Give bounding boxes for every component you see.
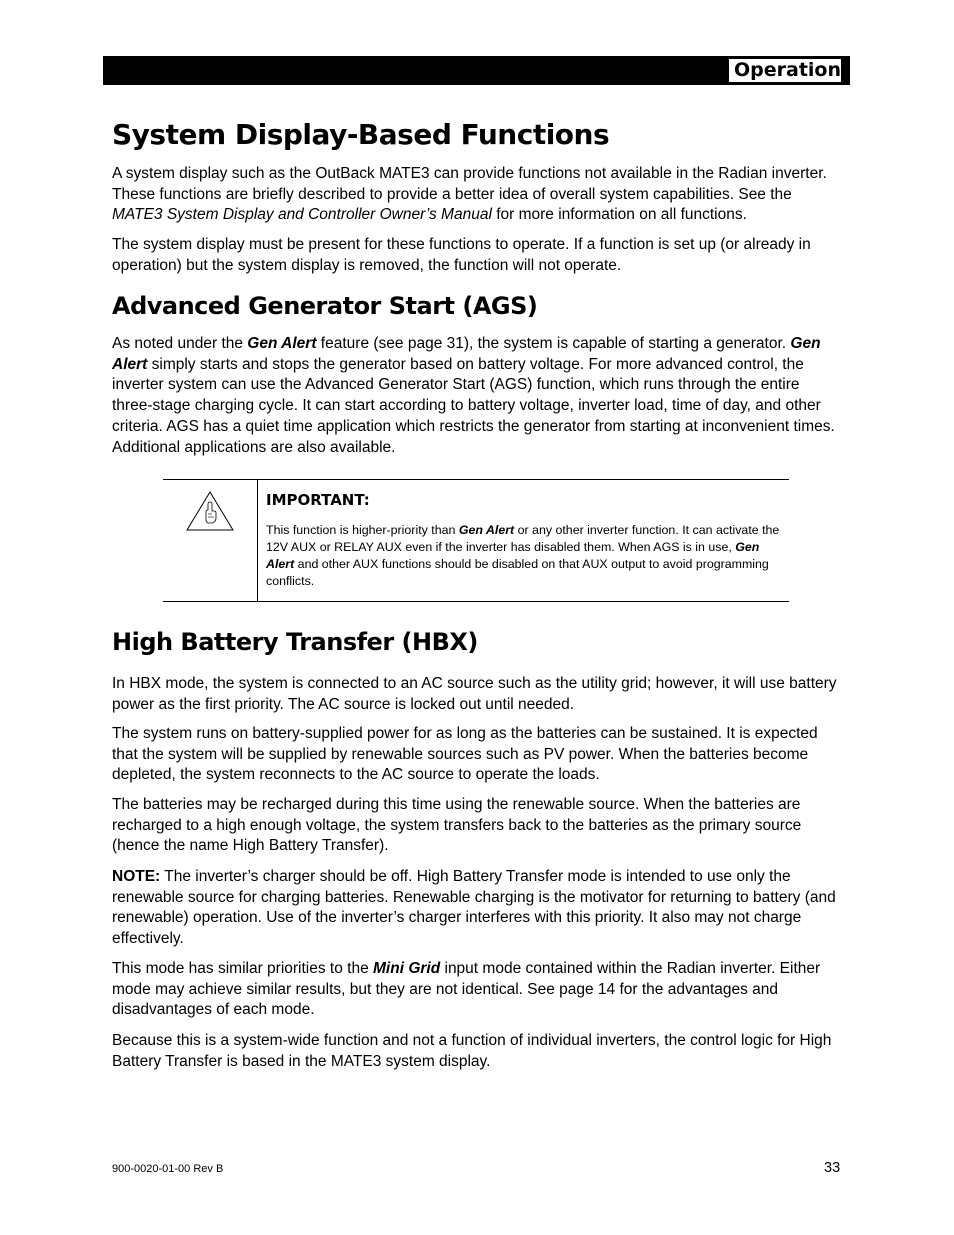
callout-divider — [257, 480, 258, 601]
page-number: 33 — [824, 1160, 841, 1176]
intro-paragraph-1: A system display such as the OutBack MATE3 can provide functions not available in the Radian inverter. These functions are briefly described to provide a better idea of overall system capabilities. See the MATE3 System Display and Controller Owner’s Manual for more information on all functions. — [112, 165, 827, 224]
hbx-paragraph-6: Because this is a system-wide function and not a function of individual inverters, the control logic for High Battery Transfer is based in the MATE3 system display. — [112, 1032, 832, 1070]
ags-heading: Advanced Generator Start (AGS) — [112, 292, 538, 320]
note-paragraph: NOTE: The inverter’s charger should be off. High Battery Transfer mode is intended to use only the renewable source for charging batteries. Renewable charging is the motivator for returning to battery (and renewable) operation. Use of the inverter’s charger interferes with this priority. It also may not charge effectively. — [112, 868, 836, 948]
page-title: System Display-Based Functions — [112, 118, 610, 151]
hand-warning-icon — [185, 490, 235, 532]
hbx-heading: High Battery Transfer (HBX) — [112, 628, 478, 656]
hbx-paragraph-3: The batteries may be recharged during this time using the renewable source. When the batteries are recharged to a high enough voltage, the system transfers back to the batteries as the primary source (hence the name High Battery Transfer). — [112, 796, 802, 855]
hbx-paragraph-1: In HBX mode, the system is connected to an AC source such as the utility grid; however, it will use battery power as the first priority. The AC source is locked out until needed. — [112, 675, 837, 713]
ags-paragraph: As noted under the Gen Alert feature (see page 31), the system is capable of starting a generator. Gen Alert simply starts and stops the generator based on battery voltage. For more advanced control, the inverter system can use the Advanced Generator Start (AGS) function, which runs through the entire three-stage charging cycle. It can start according to battery voltage, inverter load, time of day, and other criteria. AGS has a quiet time application which restricts the generator from starting at inconvenient times. Additional applications are also available. — [112, 335, 835, 456]
important-callout — [163, 479, 789, 602]
important-title: IMPORTANT: — [266, 491, 370, 509]
header-bar — [103, 56, 850, 85]
gen-alert-term: Gen Alert — [112, 335, 821, 373]
document-number: 900-0020-01-00 Rev B — [112, 1163, 224, 1175]
hbx-paragraph-5: This mode has similar priorities to the Mini Grid input mode contained within the Radian inverter. Either mode may achieve similar results, but they are not identical. See page 14 for the advantages and disadvantages of each mode. — [112, 960, 821, 1019]
gen-alert-term: Gen Alert — [458, 523, 515, 537]
gen-alert-term: Gen Alert — [266, 540, 760, 571]
note-label: NOTE: — [112, 868, 161, 885]
manual-title: MATE3 System Display and Controller Owner’s Manual — [112, 206, 492, 224]
mini-grid-term: Mini Grid — [373, 960, 441, 977]
gen-alert-term: Gen Alert — [247, 335, 317, 352]
intro-paragraph-2: The system display must be present for these functions to operate. If a function is set up (or already in operation) but the system display is removed, the function will not operate. — [112, 236, 811, 274]
important-text: This function is higher-priority than Gen Alert or any other inverter function. It can activate the 12V AUX or RELAY AUX even if the inverter has disabled them. When AGS is in use, Gen Alert and other AUX functions should be disabled on that AUX output to avoid programming conflicts. — [266, 523, 780, 588]
section-label: Operation — [729, 59, 841, 82]
hbx-paragraph-2: The system runs on battery-supplied power for as long as the batteries can be sustained. It is expected that the system will be supplied by renewable sources such as PV power. When the batteries become depleted, the system reconnects to the AC source to operate the loads. — [112, 725, 818, 784]
